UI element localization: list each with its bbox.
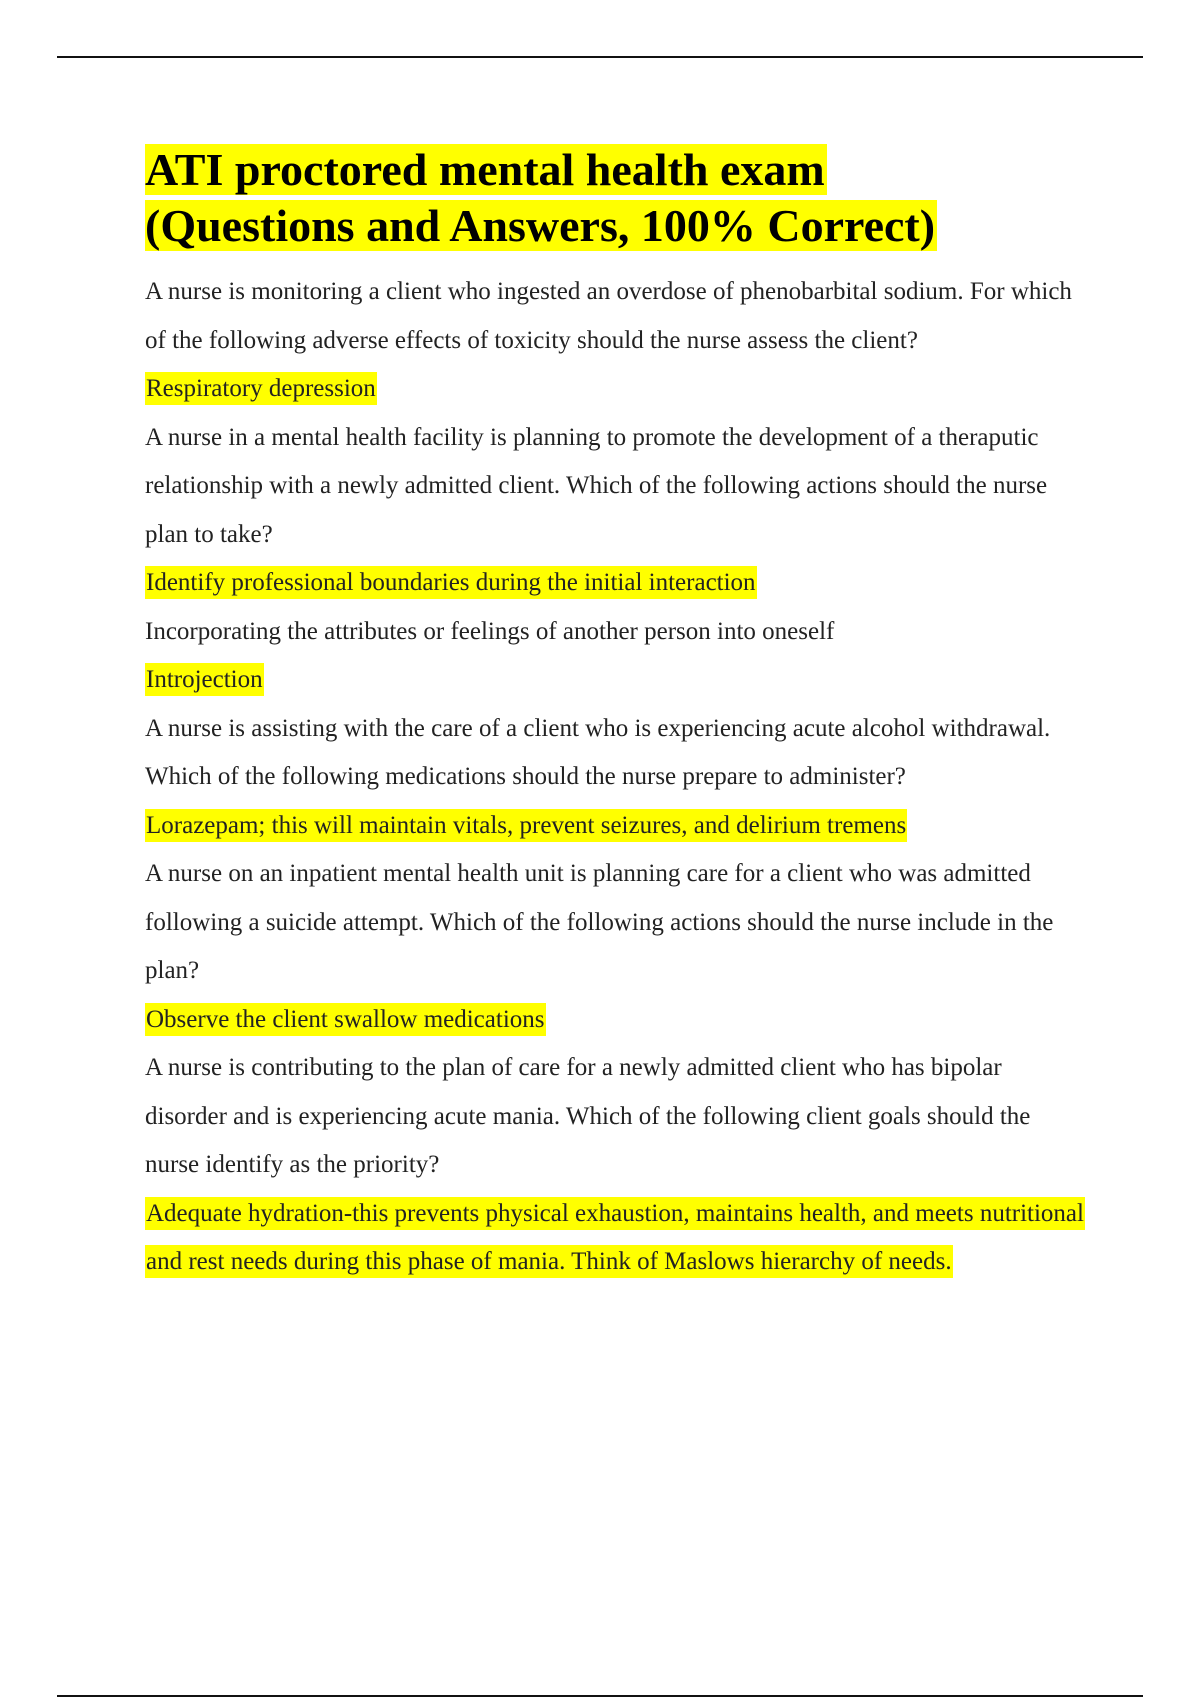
document-title xyxy=(145,142,1085,254)
qa-item xyxy=(145,268,1085,414)
answer-text: Adequate hydration-this prevents physical exhaustion, maintains health, and meets nutritional and rest needs during this phase of mania. Think of Maslows hierarchy of needs. xyxy=(145,1197,1085,1279)
qa-item xyxy=(145,1044,1085,1287)
question-text: A nurse on an inpatient mental health unit is planning care for a client who was admitted following a suicide attempt. Which of the following actions should the nurse include in the plan? xyxy=(145,860,1054,984)
qa-item xyxy=(145,414,1085,608)
answer-text: Introjection xyxy=(145,663,264,696)
answer-text: Identify professional boundaries during the initial interaction xyxy=(145,566,757,599)
document-body xyxy=(145,142,1085,1287)
title-line-1: ATI proctored mental health exam xyxy=(145,144,825,195)
answer-text: Respiratory depression xyxy=(145,372,377,405)
question-text: A nurse is assisting with the care of a client who is experiencing acute alcohol withdrawal. Which of the following medications should the nurse prepare to administer? xyxy=(145,714,1051,790)
question-text: Incorporating the attributes or feelings of another person into oneself xyxy=(145,617,835,645)
question-text: A nurse is contributing to the plan of care for a newly admitted client who has bipolar disorder and is experiencing acute mania. Which of the following client goals should the nurse identify as the priority? xyxy=(145,1054,1031,1178)
qa-item xyxy=(145,850,1085,1044)
question-text: A nurse is monitoring a client who ingested an overdose of phenobarbital sodium. For which of the following adverse effects of toxicity should the nurse assess the client? xyxy=(145,278,1072,354)
answer-text: Lorazepam; this will maintain vitals, prevent seizures, and delirium tremens xyxy=(145,809,907,842)
top-rule xyxy=(57,56,1143,58)
bottom-rule xyxy=(57,1695,1143,1697)
qa-item xyxy=(145,608,1085,705)
title-line-2: (Questions and Answers, 100% Correct) xyxy=(145,200,936,251)
answer-text: Observe the client swallow medications xyxy=(145,1003,546,1036)
qa-item xyxy=(145,705,1085,851)
question-text: A nurse in a mental health facility is planning to promote the development of a theraputic relationship with a newly admitted client. Which of the following actions should the nurse plan to take? xyxy=(145,423,1048,548)
